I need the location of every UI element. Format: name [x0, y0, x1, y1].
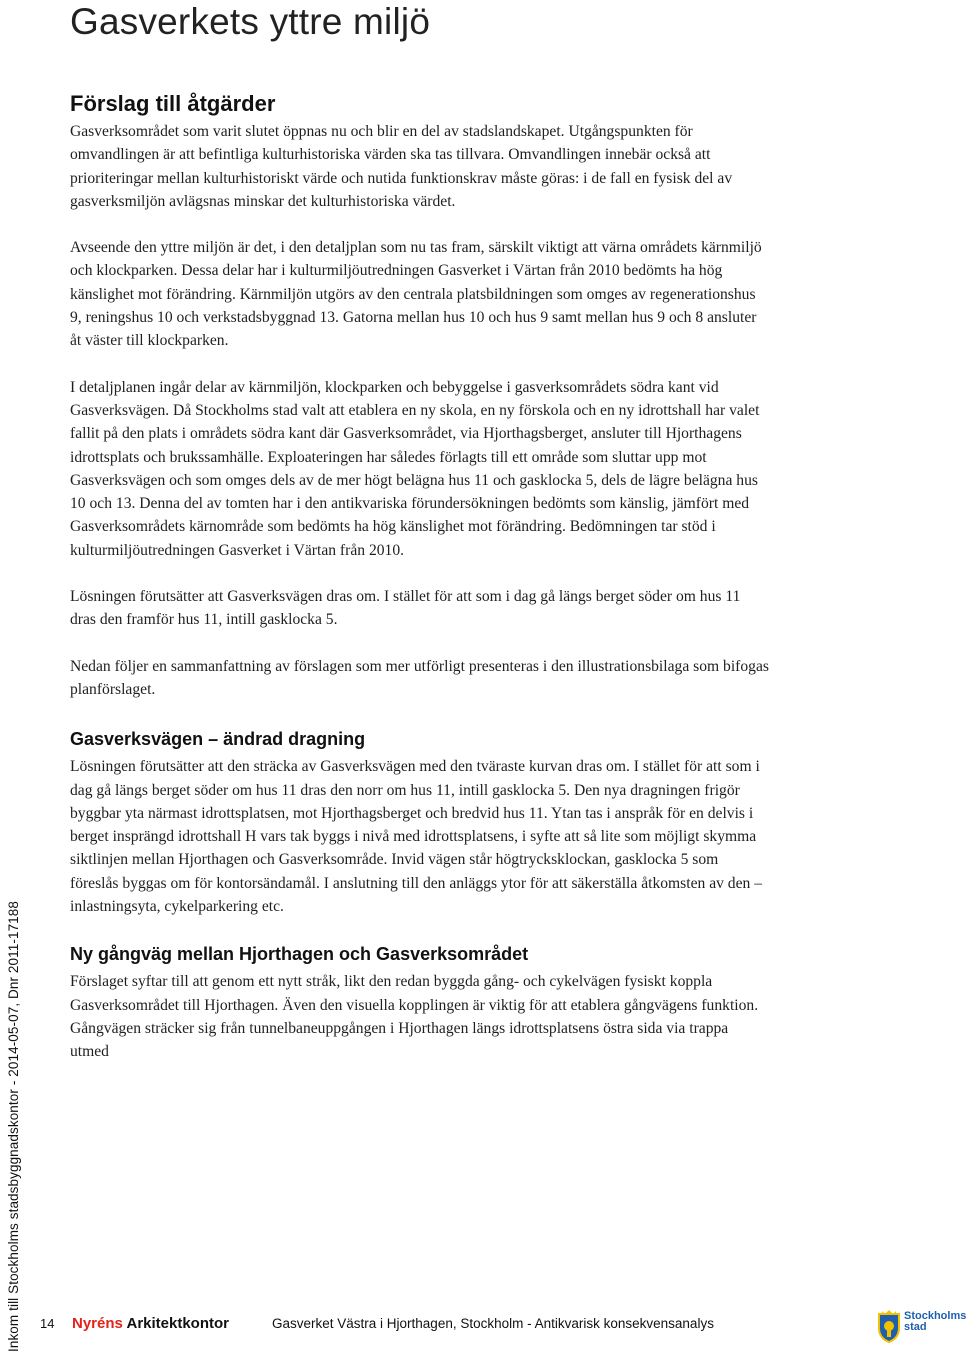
- crest-icon: [876, 1310, 902, 1344]
- paragraph: Förslaget syftar till att genom ett nytt stråk, likt den redan byggda gång- och cykelvägen fysiskt koppla Gasverksområdet till Hjorthagen. Även den visuella kopplingen är viktig för att etablera gångvägens funktion. Gångvägen sträcker sig från tunnelbaneuppgången i Hjorthagen längs idrottsplatsens östra sida via trappa utmed: [70, 973, 759, 1061]
- section-heading: Förslag till åtgärder: [70, 91, 276, 116]
- page-footer: [0, 1308, 966, 1348]
- main-content: [70, 90, 770, 1064]
- logo-text-line2: stad: [904, 1321, 927, 1333]
- stockholms-stad-logo: [876, 1308, 966, 1348]
- subsection-heading: Gasverksvägen – ändrad dragning: [70, 729, 366, 750]
- paragraph: I detaljplanen ingår delar av kärnmiljön, klockparken och bebyggelse i gasverksområdets södra kant vid Gasverksvägen. Då Stockholms stad valt att etablera en ny skola, en ny förskola och en ny idrottshall har valet fallit på den plats i områdets södra kant där Gasverksområdet, via Hjorthagsberget, ansluter till Hjorthagens idrottsplats och brukssamhälle. Exploateringen har således förlagts till ett område som sluttar upp mot Gasverksvägen och som omges dels av de mer högt belägna hus 11 och gasklocka 5, dels de lägre belägna hus 10 och 13. Denna del av tomten har i den antikvariska förundersökningen bedömts som känslig, jämfört med Gasverksområdets kärnområde som bedömts ha hög känslighet mot förändring. Bedömningen tar stöd i kulturmiljöutredningen Gasverket i Värtan från 2010.: [70, 378, 760, 559]
- footer-title: Gasverket Västra i Hjorthagen, Stockholm - Antikvarisk konsekvensanalys: [272, 1316, 714, 1331]
- paragraph: Gasverksområdet som varit slutet öppnas nu och blir en del av stadslandskapet. Utgångspunkten för omvandlingen är att befintliga kulturhistoriska värden ska tas tillvara. Omvandlingen innebär också att prioriteringar mellan kulturhistoriskt värde och nutida funktionskrav måste göras: i de fall en fysisk del av gasverksmiljön avlägsnas minskar det kulturhistoriska värdet.: [70, 123, 733, 210]
- registry-stamp: Inkom till Stockholms stadsbyggnadskontor - 2014-05-07, Dnr 2011-17188: [6, 901, 21, 1352]
- page-number: 14: [40, 1316, 55, 1331]
- brand-name-part2: Arkitektkontor: [126, 1315, 230, 1332]
- paragraph: Lösningen förutsätter att Gasverksvägen dras om. I stället för att som i dag gå längs berget söder om hus 11 dras den framför hus 11, intill gasklocka 5.: [70, 588, 741, 629]
- document-title: Gasverkets yttre miljö: [70, 1, 431, 42]
- subsection-heading: Ny gångväg mellan Hjorthagen och Gasverksområdet: [70, 944, 529, 965]
- paragraph: Lösningen förutsätter att den sträcka av Gasverksvägen med den tväraste kurvan dras om. I stället för att som i dag gå längs berget söder om hus 11 dras den norr om hus 11, intill gasklocka 5. Den nya dragningen frigör byggbar yta närmast idrottsplatsen, mot Hjorthagsberget och bredvid hus 11. Ytan tas i anspråk för en delvis i berget insprängd idrottshall H vars tak byggs i nivå med idrottsplatsens, i syfte att så lite som möjligt skymma siktlinjen mellan Hjorthagen och Gasverksområde. Invid vägen står högtrycksklockan, gasklocka 5 som föreslås byggas om för kontorsändamål. I anslutning till den anläggs ytor för att säkerställa åtkomsten av den – inlastningsyta, cykelparkering etc.: [70, 758, 763, 916]
- paragraph: Avseende den yttre miljön är det, i den detaljplan som nu tas fram, särskilt viktigt att värna områdets kärnmiljö och klockparken. Dessa delar har i kulturmiljöutredningen Gasverket i Värtan från 2010 bedömts ha hög känslighet mot förändring. Kärnmiljön utgörs av den centrala platsbildningen som omges av regenerationshus 9, reningshus 10 och verkstadsbyggnad 13. Gatorna mellan hus 10 och hus 9 samt mellan hus 9 och 8 ansluter åt väster till klockparken.: [70, 239, 762, 350]
- paragraph: Nedan följer en sammanfattning av förslagen som mer utförligt presenteras i den illustrationsbilaga som bifogas planförslaget.: [70, 657, 769, 698]
- brand-name-part1: Nyréns: [72, 1315, 123, 1332]
- publisher-logo: [72, 1315, 229, 1332]
- logo-text-line1: Stockholms: [904, 1310, 966, 1322]
